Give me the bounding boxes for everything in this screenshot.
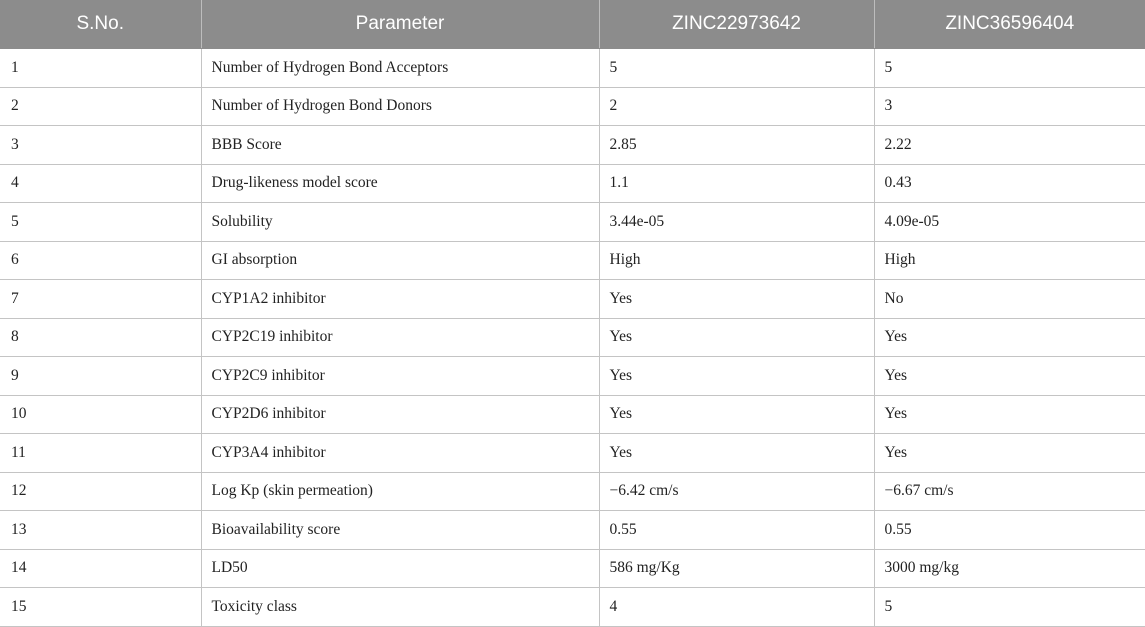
cell-compound-1: 3.44e-05 — [599, 203, 874, 242]
table-row — [0, 434, 1145, 473]
cell-parameter: BBB Score — [201, 126, 599, 165]
cell-compound-2: 2.22 — [874, 126, 1145, 165]
cell-parameter: CYP2C19 inhibitor — [201, 318, 599, 357]
cell-sno: 11 — [0, 434, 201, 473]
table-row — [0, 280, 1145, 319]
cell-compound-1: Yes — [599, 318, 874, 357]
cell-compound-1: Yes — [599, 395, 874, 434]
cell-compound-1: 4 — [599, 588, 874, 627]
cell-parameter: Solubility — [201, 203, 599, 242]
cell-parameter: Drug-likeness model score — [201, 164, 599, 203]
cell-compound-1: Yes — [599, 357, 874, 396]
cell-compound-1: 2.85 — [599, 126, 874, 165]
cell-compound-2: High — [874, 241, 1145, 280]
cell-parameter: Number of Hydrogen Bond Acceptors — [201, 49, 599, 88]
table-row — [0, 126, 1145, 165]
cell-compound-1: 5 — [599, 49, 874, 88]
cell-sno: 14 — [0, 549, 201, 588]
table-row — [0, 588, 1145, 627]
cell-compound-2: Yes — [874, 318, 1145, 357]
header-compound-2: ZINC36596404 — [874, 0, 1145, 49]
cell-sno: 10 — [0, 395, 201, 434]
cell-compound-2: 0.55 — [874, 511, 1145, 550]
cell-compound-2: Yes — [874, 434, 1145, 473]
cell-sno: 7 — [0, 280, 201, 319]
cell-parameter: CYP2C9 inhibitor — [201, 357, 599, 396]
cell-parameter: Number of Hydrogen Bond Donors — [201, 87, 599, 126]
cell-compound-2: −6.67 cm/s — [874, 472, 1145, 511]
cell-compound-1: −6.42 cm/s — [599, 472, 874, 511]
cell-compound-1: 586 mg/Kg — [599, 549, 874, 588]
table-body — [0, 49, 1145, 627]
cell-compound-2: 3000 mg/kg — [874, 549, 1145, 588]
cell-sno: 13 — [0, 511, 201, 550]
cell-parameter: Bioavailability score — [201, 511, 599, 550]
table-row — [0, 164, 1145, 203]
cell-parameter: Toxicity class — [201, 588, 599, 627]
cell-sno: 4 — [0, 164, 201, 203]
table-row — [0, 472, 1145, 511]
cell-sno: 12 — [0, 472, 201, 511]
cell-compound-1: Yes — [599, 434, 874, 473]
cell-compound-1: High — [599, 241, 874, 280]
cell-compound-2: 5 — [874, 49, 1145, 88]
cell-compound-1: Yes — [599, 280, 874, 319]
table-row — [0, 318, 1145, 357]
cell-sno: 1 — [0, 49, 201, 88]
cell-compound-2: Yes — [874, 395, 1145, 434]
table-row — [0, 241, 1145, 280]
cell-parameter: CYP3A4 inhibitor — [201, 434, 599, 473]
cell-compound-2: 0.43 — [874, 164, 1145, 203]
cell-sno: 9 — [0, 357, 201, 396]
table-row — [0, 395, 1145, 434]
header-sno: S.No. — [0, 0, 201, 49]
cell-sno: 8 — [0, 318, 201, 357]
cell-compound-1: 1.1 — [599, 164, 874, 203]
cell-sno: 15 — [0, 588, 201, 627]
cell-sno: 3 — [0, 126, 201, 165]
cell-compound-1: 0.55 — [599, 511, 874, 550]
cell-sno: 2 — [0, 87, 201, 126]
table-row — [0, 511, 1145, 550]
cell-parameter: LD50 — [201, 549, 599, 588]
cell-compound-2: 4.09e-05 — [874, 203, 1145, 242]
header-parameter: Parameter — [201, 0, 599, 49]
cell-compound-2: 3 — [874, 87, 1145, 126]
table-row — [0, 549, 1145, 588]
cell-sno: 5 — [0, 203, 201, 242]
cell-compound-2: Yes — [874, 357, 1145, 396]
table-row — [0, 203, 1145, 242]
table-header — [0, 0, 1145, 49]
header-row — [0, 0, 1145, 49]
cell-compound-2: 5 — [874, 588, 1145, 627]
cell-parameter: CYP2D6 inhibitor — [201, 395, 599, 434]
table-row — [0, 87, 1145, 126]
cell-parameter: Log Kp (skin permeation) — [201, 472, 599, 511]
cell-parameter: CYP1A2 inhibitor — [201, 280, 599, 319]
cell-compound-1: 2 — [599, 87, 874, 126]
cell-sno: 6 — [0, 241, 201, 280]
header-compound-1: ZINC22973642 — [599, 0, 874, 49]
cell-compound-2: No — [874, 280, 1145, 319]
cell-parameter: GI absorption — [201, 241, 599, 280]
table-row — [0, 357, 1145, 396]
table-row — [0, 49, 1145, 88]
